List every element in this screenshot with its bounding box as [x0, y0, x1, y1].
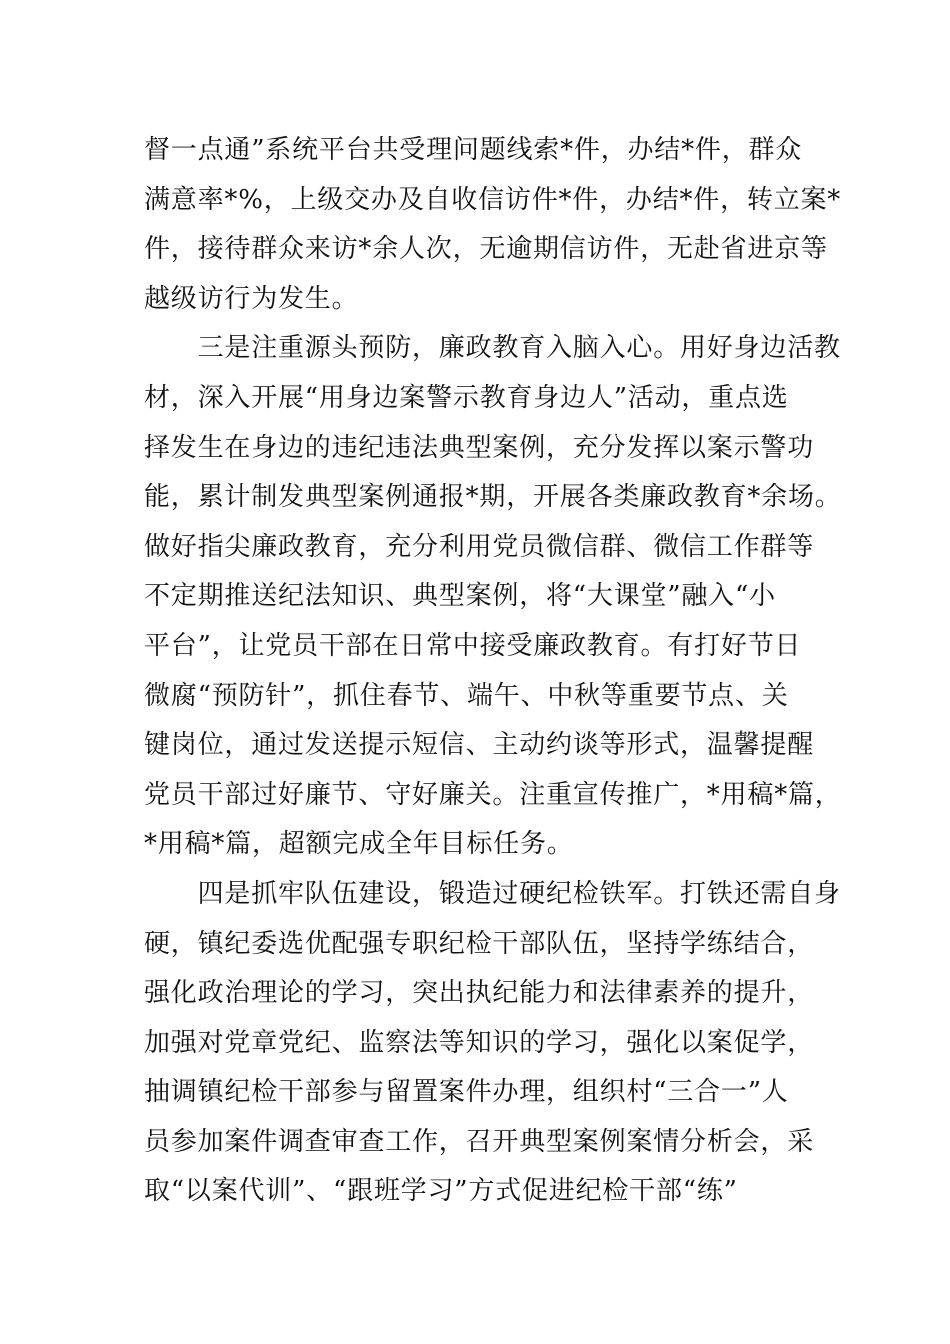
text-line: 三是注重源头预防，廉政教育入脑入心。用好身边活教 — [144, 333, 841, 364]
text-line: 择发生在身边的违纪违法典型案例，充分发挥以案示警功 — [144, 432, 815, 463]
text-line: *用稿*篇，超额完成全年目标任务。 — [144, 829, 574, 860]
text-line: 件，接待群众来访*余人次，无逾期信访件，无赴省进京等 — [144, 234, 828, 265]
text-line: 党员干部过好廉节、守好廉关。注重宣传推广，*用稿*篇， — [144, 779, 842, 810]
text-line: 取“以案代训”、“跟班学习”方式促进纪检干部“练” — [144, 1176, 738, 1207]
text-line: 能，累计制发典型案例通报*期，开展各类廉政教育*余场。 — [144, 482, 842, 513]
text-line: 强化政治理论的学习，突出执纪能力和法律素养的提升， — [144, 978, 815, 1009]
text-line: 督一点通”系统平台共受理问题线索*件，办结*件，群众 — [144, 135, 803, 165]
text-line: 抽调镇纪检干部参与留置案件办理，组织村“三合一”人 — [144, 1077, 789, 1108]
text-line: 不定期推送纪法知识、典型案例，将“大课堂”融入“小 — [144, 581, 776, 612]
text-line: 做好指尖廉政教育，充分利用党员微信群、微信工作群等 — [144, 531, 815, 562]
text-line: 硬，镇纪委选优配强专职纪检干部队伍，坚持学练结合， — [144, 928, 815, 959]
text-line: 键岗位，通过发送提示短信、主动约谈等形式，温馨提醒 — [144, 730, 815, 761]
text-line: 四是抓牢队伍建设，锻造过硬纪检铁军。打铁还需自身 — [144, 878, 841, 909]
text-line: 越级访行为发生。 — [144, 283, 359, 314]
text-line: 满意率*%，上级交办及自收信访件*件，办结*件，转立案* — [144, 184, 842, 215]
text-line: 材，深入开展“用身边案警示教育身边人”活动，重点选 — [144, 382, 789, 413]
text-line: 加强对党章党纪、监察法等知识的学习，强化以案促学， — [144, 1027, 815, 1058]
text-line: 员参加案件调查审查工作，召开典型案例案情分析会，采 — [144, 1126, 815, 1157]
text-line: 平台”，让党员干部在日常中接受廉政教育。有打好节日 — [144, 630, 802, 661]
text-line: 微腐“预防针”，抓住春节、端午、中秋等重要节点、关 — [144, 680, 789, 711]
document-body — [144, 126, 842, 1217]
